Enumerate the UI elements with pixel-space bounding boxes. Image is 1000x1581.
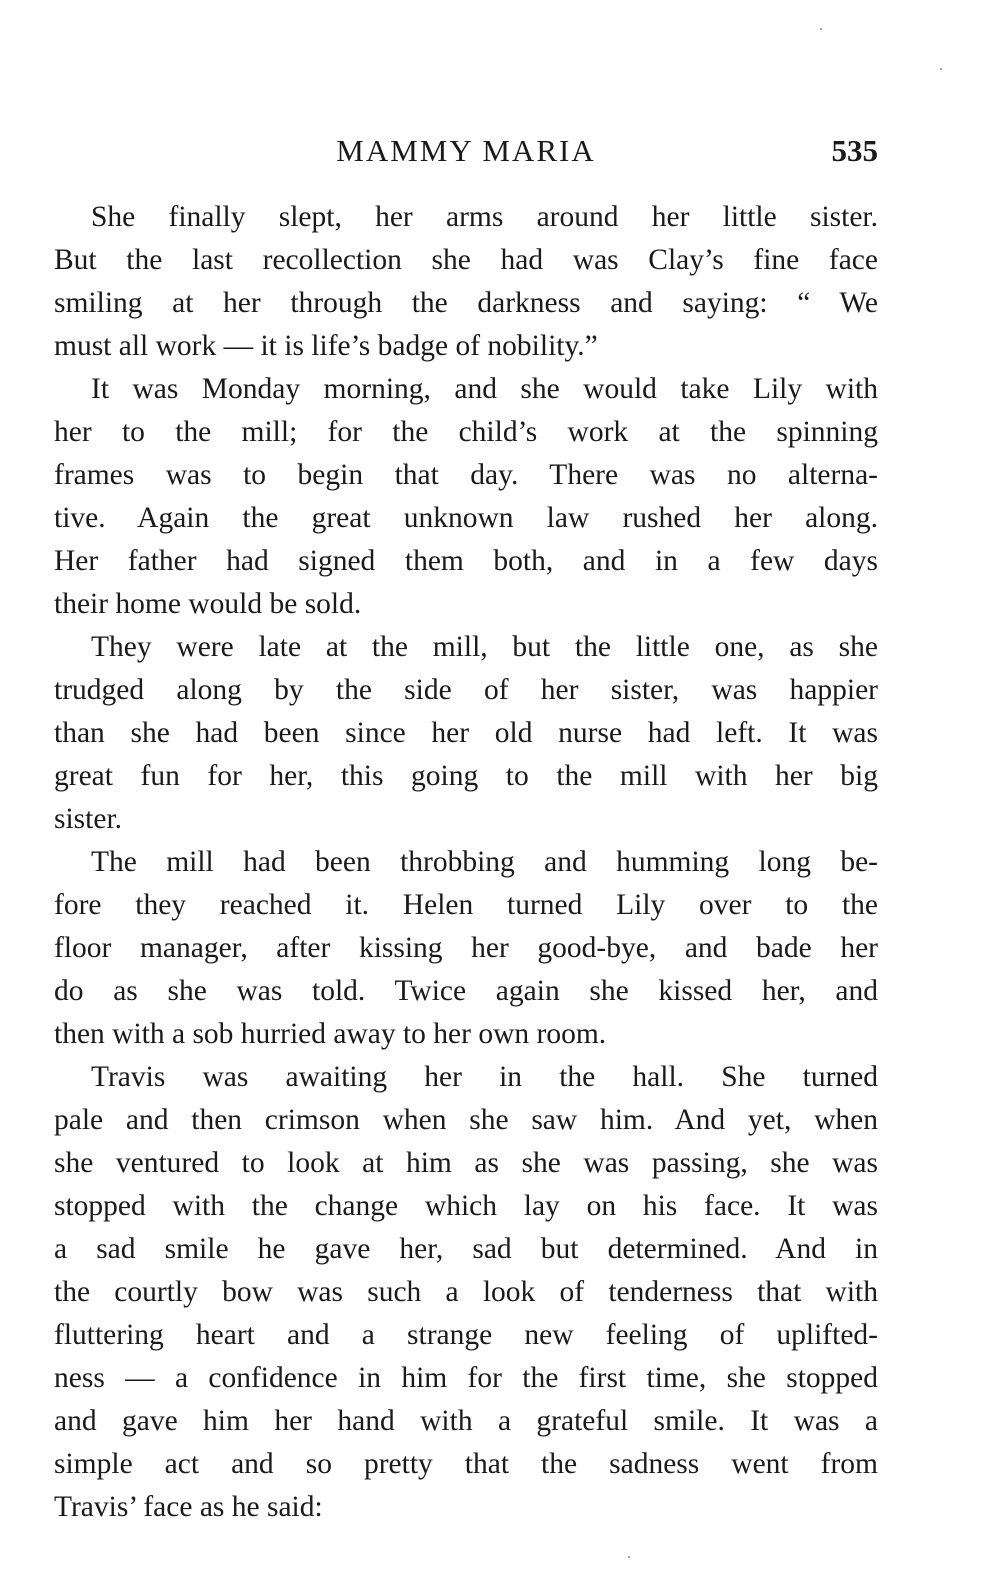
running-title: MAMMY MARIA [336,133,596,168]
text-line: trudged along by the side of her sister, was happier [54,674,878,706]
print-speck [628,1556,630,1558]
text-line: and gave him her hand with a grateful smile. It was a [54,1405,878,1437]
text-line: tive. Again the great unknown law rushed her along. [54,502,878,534]
text-line: their home would be sold. [54,588,362,620]
paragraph-5 [54,1056,878,1529]
text-line: great fun for her, this going to the mill with her big [54,760,878,792]
text-line: smiling at her through the darkness and saying: “ We [54,287,878,319]
page-header [54,128,878,174]
text-line: her to the mill; for the child’s work at the spinning [54,416,878,448]
text-line: pale and then crimson when she saw him. And yet, when [54,1104,878,1136]
text-line: than she had been since her old nurse had left. It was [54,717,878,749]
text-line: fluttering heart and a strange new feeling of uplifted- [54,1319,878,1351]
text-line: The mill had been throbbing and humming long be- [91,846,878,878]
text-line: sister. [54,803,123,835]
paragraph-3 [54,626,878,841]
body-text [54,196,878,1529]
text-line: then with a sob hurried away to her own room. [54,1018,607,1050]
text-line: a sad smile he gave her, sad but determined. And in [54,1233,878,1265]
text-line: They were late at the mill, but the little one, as she [91,631,878,663]
text-line: It was Monday morning, and she would take Lily with [91,373,878,405]
print-speck [940,68,942,70]
text-line: simple act and so pretty that the sadness went from [54,1448,878,1480]
text-line: must all work — it is life’s badge of nobility.” [54,330,598,362]
text-line: But the last recollection she had was Clay’s fine face [54,244,878,276]
paragraph-1 [54,196,878,368]
text-line: fore they reached it. Helen turned Lily over to the [54,889,878,921]
text-line: Her father had signed them both, and in a few days [54,545,878,577]
text-line: Travis’ face as he said: [54,1491,323,1523]
text-line: frames was to begin that day. There was no alterna- [54,459,878,491]
text-line: Travis was awaiting her in the hall. She turned [91,1061,878,1093]
text-line: do as she was told. Twice again she kissed her, and [54,975,878,1007]
paragraph-4 [54,841,878,1056]
text-line: ness — a confidence in him for the first time, she stopped [54,1362,878,1394]
text-line: She finally slept, her arms around her little sister. [91,201,878,233]
print-speck [820,28,822,30]
paragraph-2 [54,368,878,626]
text-line: stopped with the change which lay on his face. It was [54,1190,878,1222]
text-line: the courtly bow was such a look of tenderness that with [54,1276,878,1308]
text-line: she ventured to look at him as she was passing, she was [54,1147,878,1179]
text-line: floor manager, after kissing her good-bye, and bade her [54,932,878,964]
page-number: 535 [831,133,878,168]
